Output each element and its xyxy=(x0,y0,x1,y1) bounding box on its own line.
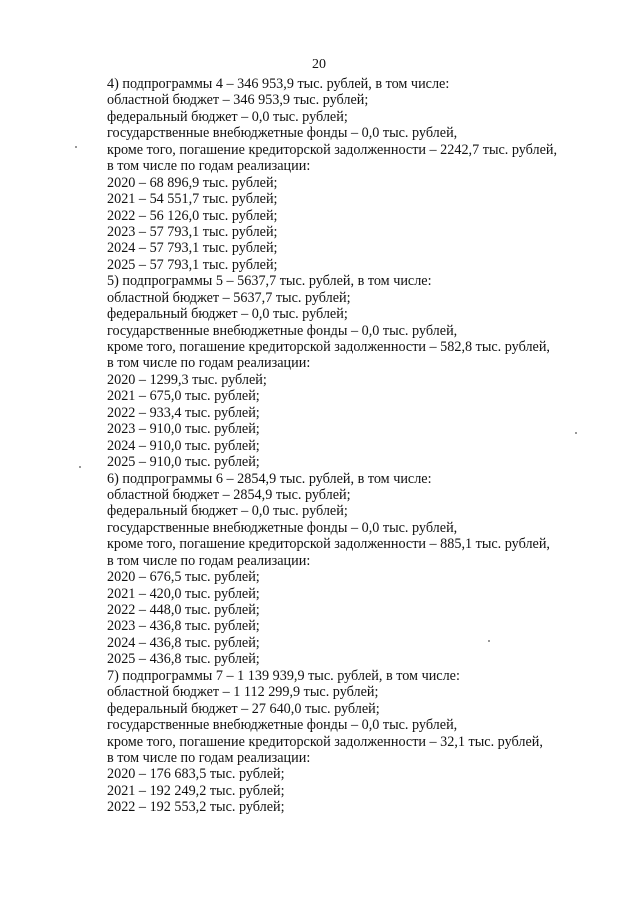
text-line: 2020 – 676,5 тыс. рублей; xyxy=(107,569,260,586)
scan-speck xyxy=(488,640,490,642)
text-line: федеральный бюджет – 0,0 тыс. рублей; xyxy=(107,306,348,323)
text-line: кроме того, погашение кредиторской задолженности – 2242,7 тыс. рублей, xyxy=(107,141,558,158)
text-line: 2021 – 675,0 тыс. рублей; xyxy=(107,388,260,405)
text-line: 4) подпрограммы 4 – 346 953,9 тыс. рублей, в том числе: xyxy=(107,76,450,92)
text-line: государственные внебюджетные фонды – 0,0 тыс. рублей, xyxy=(107,519,458,536)
scan-speck xyxy=(79,466,81,468)
text-line: 2020 – 1299,3 тыс. рублей; xyxy=(107,371,267,388)
text-line: кроме того, погашение кредиторской задолженности – 32,1 тыс. рублей, xyxy=(107,733,543,750)
text-line: 5) подпрограммы 5 – 5637,7 тыс. рублей, в том числе: xyxy=(107,273,432,290)
text-line: 2024 – 910,0 тыс. рублей; xyxy=(107,437,260,454)
text-line: кроме того, погашение кредиторской задолженности – 582,8 тыс. рублей, xyxy=(107,339,550,355)
text-line: в том числе по годам реализации: xyxy=(107,749,311,766)
text-line: в том числе по годам реализации: xyxy=(107,355,311,372)
text-line: 2021 – 54 551,7 тыс. рублей; xyxy=(107,191,278,208)
text-line: 2024 – 436,8 тыс. рублей; xyxy=(107,634,260,651)
text-line: областной бюджет – 346 953,9 тыс. рублей; xyxy=(107,92,369,109)
text-line: 2020 – 68 896,9 тыс. рублей; xyxy=(107,174,278,191)
text-line: областной бюджет – 2854,9 тыс. рублей; xyxy=(107,486,351,503)
page-number: 20 xyxy=(312,57,326,72)
text-line: в том числе по годам реализации: xyxy=(107,158,311,175)
text-line: в том числе по годам реализации: xyxy=(107,552,311,569)
text-line: федеральный бюджет – 0,0 тыс. рублей; xyxy=(107,108,348,125)
text-line: 2025 – 910,0 тыс. рублей; xyxy=(107,454,260,471)
text-line: 2021 – 420,0 тыс. рублей; xyxy=(107,585,260,602)
scan-speck xyxy=(575,432,577,434)
text-line: 2022 – 448,0 тыс. рублей; xyxy=(107,602,260,618)
text-line: 2020 – 176 683,5 тыс. рублей; xyxy=(107,766,285,783)
text-line: 2022 – 933,4 тыс. рублей; xyxy=(107,404,260,421)
text-line: 2025 – 436,8 тыс. рублей; xyxy=(107,651,260,668)
text-line: государственные внебюджетные фонды – 0,0 тыс. рублей, xyxy=(107,322,458,339)
text-line: кроме того, погашение кредиторской задолженности – 885,1 тыс. рублей, xyxy=(107,536,550,553)
text-line: государственные внебюджетные фонды – 0,0 тыс. рублей, xyxy=(107,717,458,734)
text-line: 2023 – 910,0 тыс. рублей; xyxy=(107,421,260,438)
text-line: 6) подпрограммы 6 – 2854,9 тыс. рублей, в том числе: xyxy=(107,470,432,487)
text-line: 2022 – 56 126,0 тыс. рублей; xyxy=(107,207,278,224)
text-line: 2023 – 57 793,1 тыс. рублей; xyxy=(107,223,278,240)
text-line: 7) подпрограммы 7 – 1 139 939,9 тыс. рублей, в том числе: xyxy=(107,667,460,684)
text-line: 2024 – 57 793,1 тыс. рублей; xyxy=(107,240,278,257)
text-line: 2025 – 57 793,1 тыс. рублей; xyxy=(107,256,278,273)
text-line: 2021 – 192 249,2 тыс. рублей; xyxy=(107,782,285,799)
text-line: областной бюджет – 5637,7 тыс. рублей; xyxy=(107,289,351,306)
text-line: областной бюджет – 1 112 299,9 тыс. рублей; xyxy=(107,684,379,701)
document-body xyxy=(107,76,607,816)
scan-speck xyxy=(75,146,77,148)
text-line: федеральный бюджет – 27 640,0 тыс. рублей; xyxy=(107,700,380,717)
text-line: 2022 – 192 553,2 тыс. рублей; xyxy=(107,799,285,816)
text-line: федеральный бюджет – 0,0 тыс. рублей; xyxy=(107,503,348,520)
text-line: 2023 – 436,8 тыс. рублей; xyxy=(107,618,260,635)
text-line: государственные внебюджетные фонды – 0,0 тыс. рублей, xyxy=(107,125,458,142)
